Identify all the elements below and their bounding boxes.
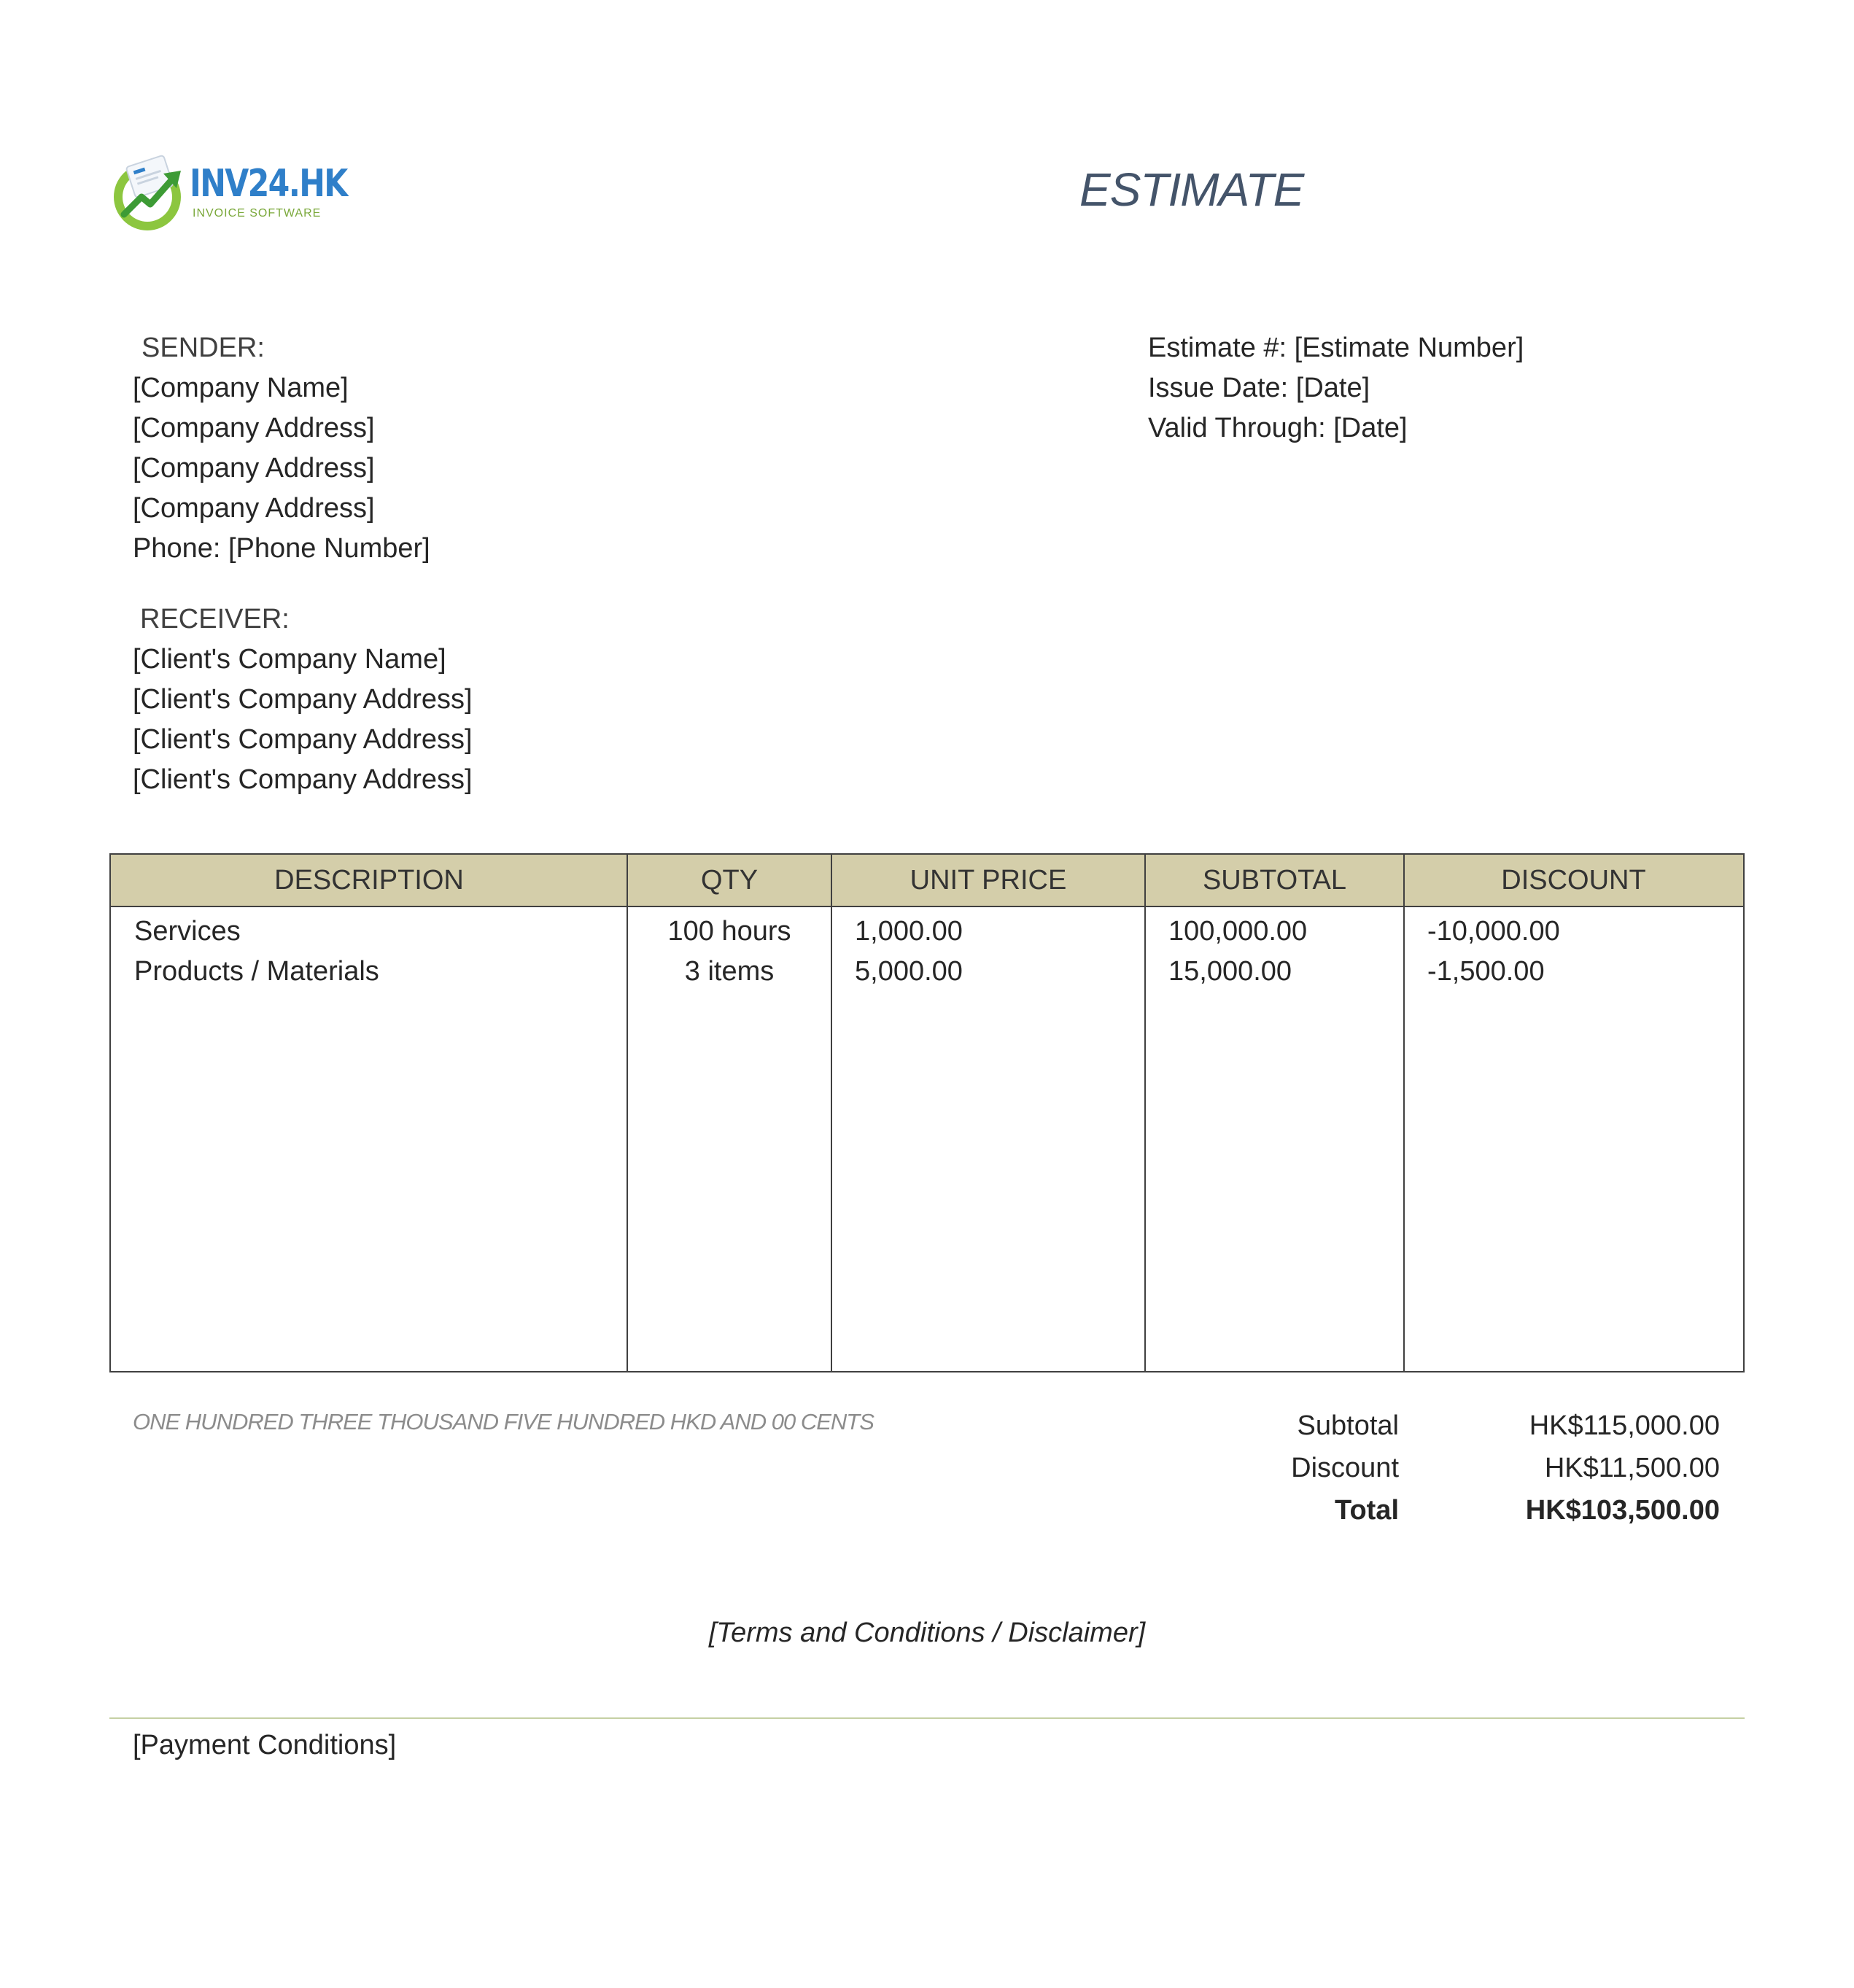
column-header-qty: QTY (700, 865, 759, 896)
receiver-address-line: [Client's Company Address] (133, 764, 473, 795)
footer-divider (109, 1717, 1745, 1719)
document-title: ESTIMATE (1079, 163, 1304, 216)
total-value: HK$103,500.00 (1525, 1495, 1720, 1526)
row-subtotal: 15,000.00 (1168, 956, 1292, 987)
estimate-meta (1148, 328, 1524, 449)
logo-brand-text: INV24.HK (190, 162, 347, 206)
amount-in-words: ONE HUNDRED THREE THOUSAND FIVE HUNDRED HKD AND 00 CENTS (133, 1409, 874, 1434)
payment-conditions: [Payment Conditions] (133, 1730, 397, 1760)
company-logo (109, 152, 347, 232)
issue-date: Issue Date: [Date] (1148, 373, 1370, 403)
receiver-heading: RECEIVER: (140, 604, 290, 634)
row-description: Products / Materials (134, 956, 379, 987)
sender-heading: SENDER: (141, 333, 265, 363)
sender-block (133, 328, 430, 569)
column-divider (1403, 855, 1405, 1371)
logo-growth-icon (109, 152, 191, 232)
sender-phone: Phone: [Phone Number] (133, 533, 430, 564)
discount-value: HK$11,500.00 (1544, 1453, 1720, 1483)
column-header-description: DESCRIPTION (274, 865, 464, 896)
column-divider (1144, 855, 1146, 1371)
row-qty: 100 hours (667, 916, 791, 947)
estimate-number: Estimate #: [Estimate Number] (1148, 333, 1524, 363)
row-discount: -10,000.00 (1427, 916, 1560, 947)
row-subtotal: 100,000.00 (1168, 916, 1308, 947)
sender-address-line: [Company Address] (133, 413, 375, 443)
total-label: Total (1335, 1495, 1399, 1526)
column-header-unit-price: UNIT PRICE (909, 865, 1067, 896)
row-description: Services (134, 916, 241, 947)
discount-label: Discount (1291, 1453, 1399, 1483)
terms-and-conditions: [Terms and Conditions / Disclaimer] (708, 1618, 1146, 1648)
subtotal-label: Subtotal (1297, 1410, 1399, 1441)
column-header-subtotal: SUBTOTAL (1202, 865, 1347, 896)
column-header-discount: DISCOUNT (1501, 865, 1646, 896)
row-qty: 3 items (684, 956, 775, 987)
row-unit-price: 1,000.00 (855, 916, 963, 947)
logo-tagline: INVOICE SOFTWARE (193, 207, 322, 220)
subtotal-value: HK$115,000.00 (1529, 1410, 1720, 1441)
row-unit-price: 5,000.00 (855, 956, 963, 987)
line-items-table (109, 853, 1745, 1372)
receiver-address-line: [Client's Company Address] (133, 684, 473, 715)
table-header-row (111, 855, 1743, 907)
sender-address-line: [Company Address] (133, 453, 375, 484)
row-discount: -1,500.00 (1427, 956, 1545, 987)
sender-company-name: [Company Name] (133, 373, 349, 403)
sender-address-line: [Company Address] (133, 493, 375, 524)
receiver-block (133, 599, 473, 800)
valid-through-date: Valid Through: [Date] (1148, 413, 1408, 443)
receiver-address-line: [Client's Company Address] (133, 724, 473, 755)
receiver-company-name: [Client's Company Name] (133, 644, 446, 675)
